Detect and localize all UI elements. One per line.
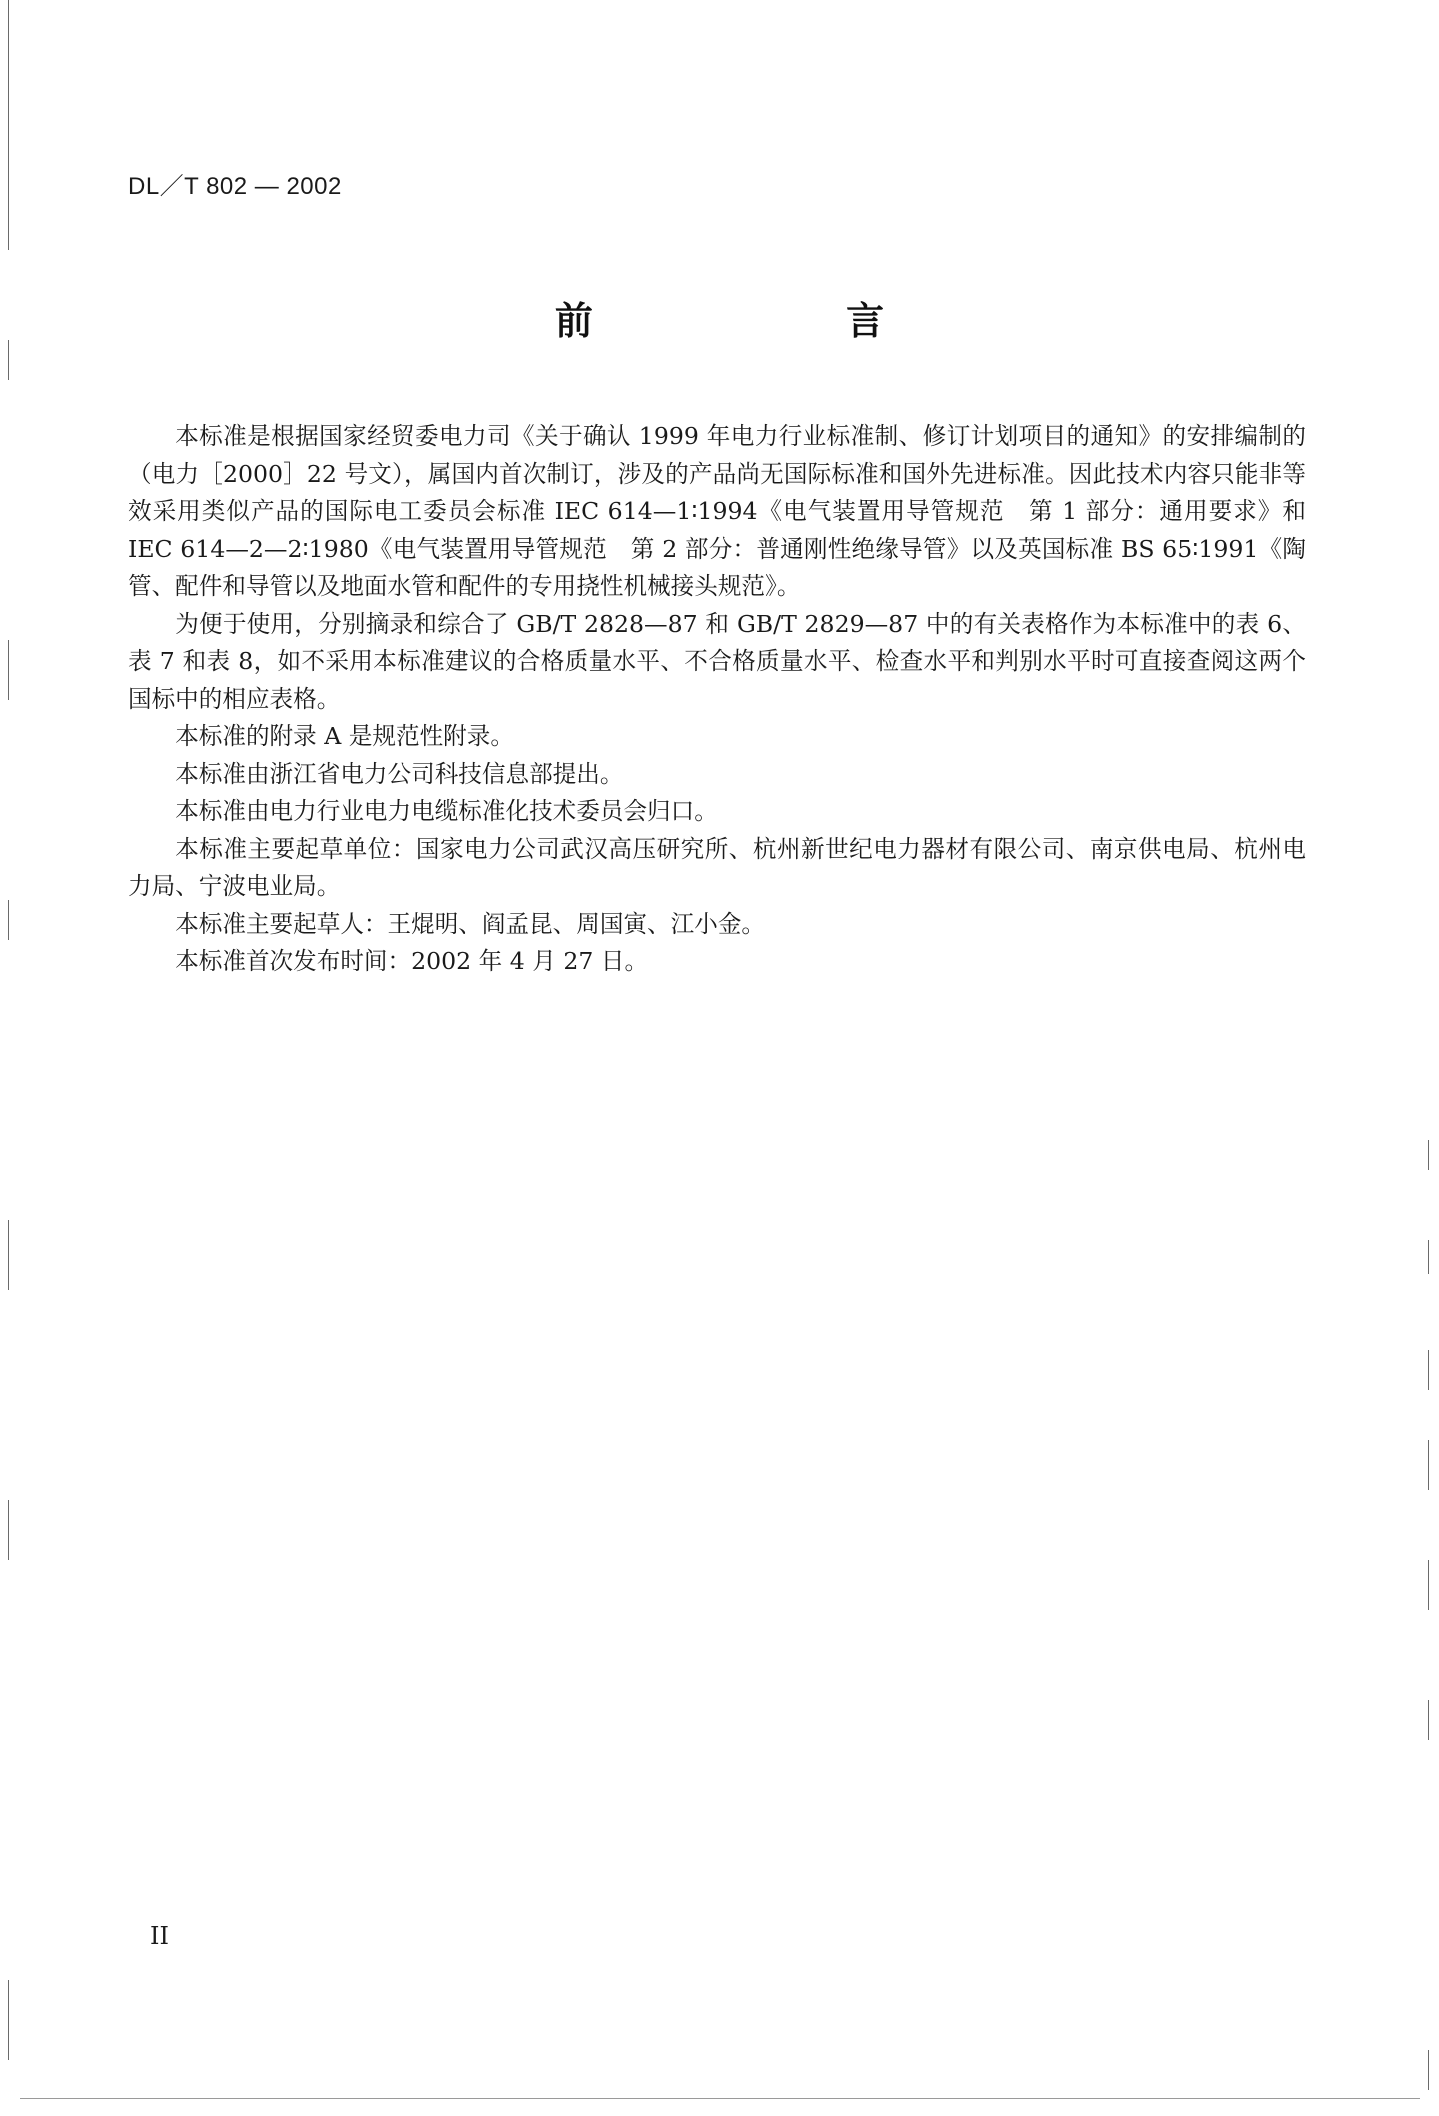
scan-artifact-line (8, 0, 9, 250)
paragraph-appendix: 本标准的附录 A 是规范性附录。 (175, 722, 514, 750)
scan-artifact-line (8, 1980, 9, 2060)
scan-artifact-line (1428, 1700, 1429, 1740)
scan-artifact-line (8, 900, 9, 940)
page-number: II (150, 1922, 169, 1950)
paragraph-release-date: 本标准首次发布时间：2002 年 4 月 27 日。 (175, 947, 649, 975)
scan-artifact-line (8, 1500, 9, 1560)
foreword-body (128, 418, 1306, 981)
document-code: DL／T 802 — 2002 (128, 173, 342, 200)
scan-artifact-line (8, 1220, 9, 1290)
paragraph-proposer: 本标准由浙江省电力公司科技信息部提出。 (175, 759, 624, 788)
scan-artifact-line (1428, 1240, 1429, 1274)
paragraph-committee: 本标准由电力行业电力电缆标准化技术委员会归口。 (175, 797, 718, 825)
scan-artifact-bottom-edge (20, 2098, 1420, 2099)
scan-artifact-line (1428, 1560, 1429, 1610)
scan-artifact-line (1428, 1440, 1429, 1490)
scan-artifact-line (8, 340, 9, 380)
scan-artifact-line (8, 640, 9, 700)
scan-artifact-line (1428, 1350, 1429, 1390)
paragraph-drafting-units: 本标准主要起草单位：国家电力公司武汉高压研究所、杭州新世纪电力器材有限公司、南京供电局、杭州电力局、宁波电业局。 (128, 834, 1306, 900)
page-title: 前 言 (554, 299, 1005, 343)
scan-artifact-line (1428, 2050, 1429, 2090)
paragraph-tables: 为便于使用，分别摘录和综合了 GB/T 2828—87 和 GB/T 2829—87 中的有关表格作为本标准中的表 6、表 7 和表 8，如不采用本标准建议的合格质量水平、不合格质量水平、检查水平和判别水平时可直接查阅这两个国标中的相应表格。 (128, 609, 1306, 713)
scan-artifact-line (1428, 1140, 1429, 1170)
paragraph-basis: 本标准是根据国家经贸委电力司《关于确认 1999 年电力行业标准制、修订计划项目的通知》的安排编制的（电力［2000］22 号文），属国内首次制订，涉及的产品尚无国际标准和国外先进标准。因此技术内容只能非等效采用类似产品的国际电工委员会标准 IEC 614—1∶1994《电气装置用导管规范 第 1 部分：通用要求》和 IEC 614—2—2∶1980《电气装置用导管规范 第 2 部分：普通刚性绝缘导管》以及英国标准 BS 65∶1991《陶管、配件和导管以及地面水管和配件的专用挠性机械接头规范》。 (128, 422, 1306, 600)
paragraph-drafters: 本标准主要起草人：王焜明、阎孟昆、周国寅、江小金。 (175, 909, 766, 938)
